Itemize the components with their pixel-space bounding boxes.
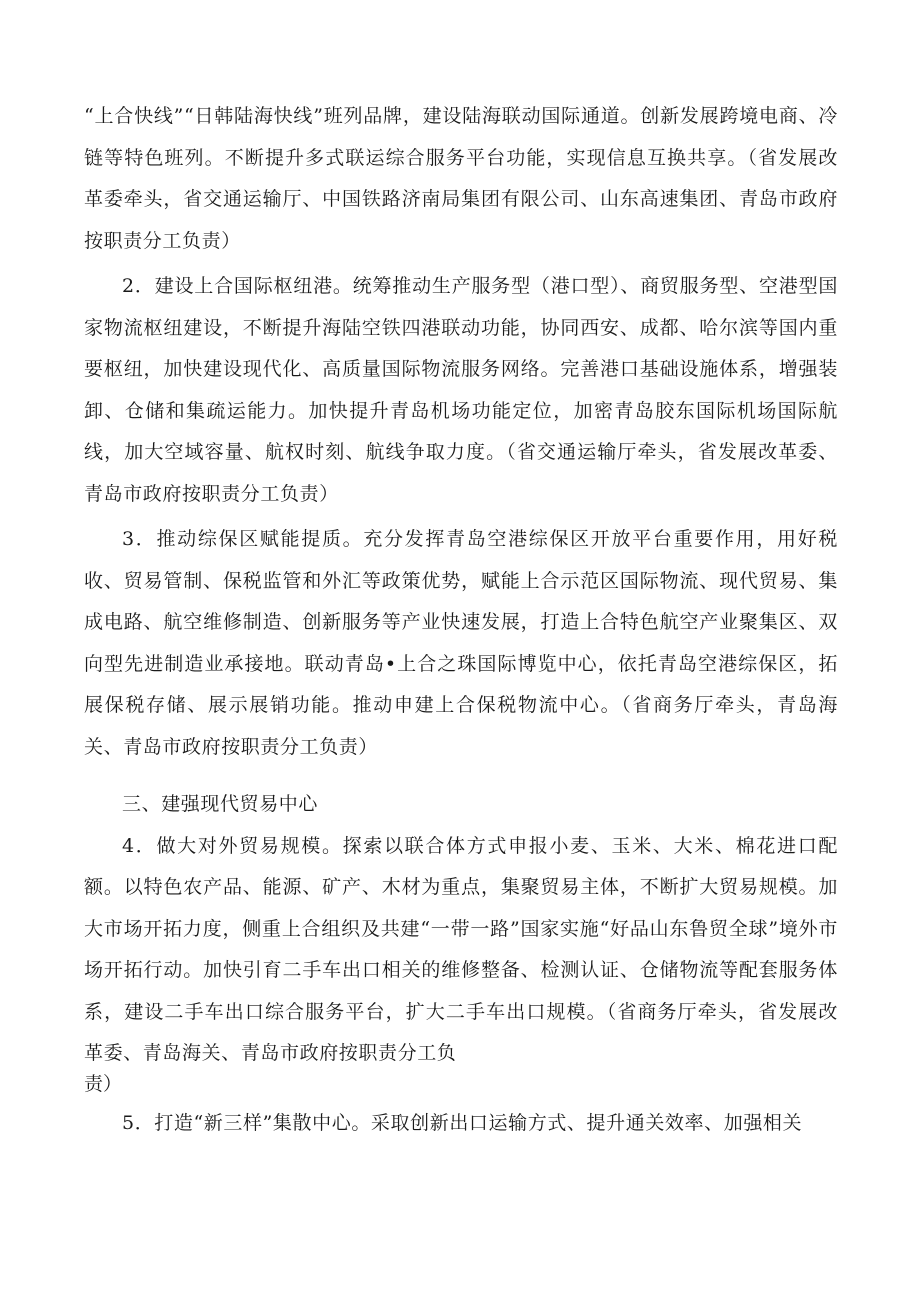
document-page <box>84 96 838 1144</box>
paragraph-item-3: 3．推动综保区赋能提质。充分发挥青岛空港综保区开放平台重要作用，用好税收、贸易管制、保税监管和外汇等政策优势，赋能上合示范区国际物流、现代贸易、集成电路、航空维修制造、创新服务等产业快速发展，打造上合特色航空产业聚集区、双向型先进制造业承接地。联动青岛•上合之珠国际博览中心，依托青岛空港综保区，拓展保税存储、展示展销功能。推动申建上合保税物流中心。（省商务厅牵头，青岛海关、青岛市政府按职责分工负责） <box>84 528 838 758</box>
paragraph-continuation: “上合快线”“日韩陆海快线”班列品牌，建设陆海联动国际通道。创新发展跨境电商、冷链等特色班列。不断提升多式联运综合服务平台功能，实现信息互换共享。（省发展改革委牵头，省交通运输厅、中国铁路济南局集团有限公司、山东高速集团、青岛市政府按职责分工负责） <box>84 105 838 252</box>
section-heading: 三、建强现代贸易中心 <box>122 793 319 815</box>
paragraph-item-4-tail: 责） <box>84 1072 123 1095</box>
paragraph-item-5: 5．打造“新三样”集散中心。采取创新出口运输方式、提升通关效率、加强相关 <box>122 1111 803 1134</box>
paragraph-item-2: 2．建设上合国际枢纽港。统筹推动生产服务型（港口型）、商贸服务型、空港型国家物流枢纽建设，不断提升海陆空铁四港联动功能，协同西安、成都、哈尔滨等国内重要枢纽，加快建设现代化、高质量国际物流服务网络。完善港口基础设施体系，增强装卸、仓储和集疏运能力。加快提升青岛机场功能定位，加密青岛胶东国际机场国际航线，加大空域容量、航权时刻、航线争取力度。（省交通运输厅牵头，省发展改革委、青岛市政府按职责分工负责） <box>84 275 838 505</box>
paragraph-item-4: 4．做大对外贸易规模。探索以联合体方式申报小麦、玉米、大米、棉花进口配额。以特色农产品、能源、矿产、木材为重点，集聚贸易主体，不断扩大贸易规模。加大市场开拓力度，侧重上合组织及共建“一带一路”国家实施“好品山东鲁贸全球”境外市场开拓行动。加快引育二手车出口相关的维修整备、检测认证、仓储物流等配套服务体系，建设二手车出口综合服务平台，扩大二手车出口规模。（省商务厅牵头，省发展改革委、青岛海关、青岛市政府按职责分工负 <box>84 834 838 1064</box>
